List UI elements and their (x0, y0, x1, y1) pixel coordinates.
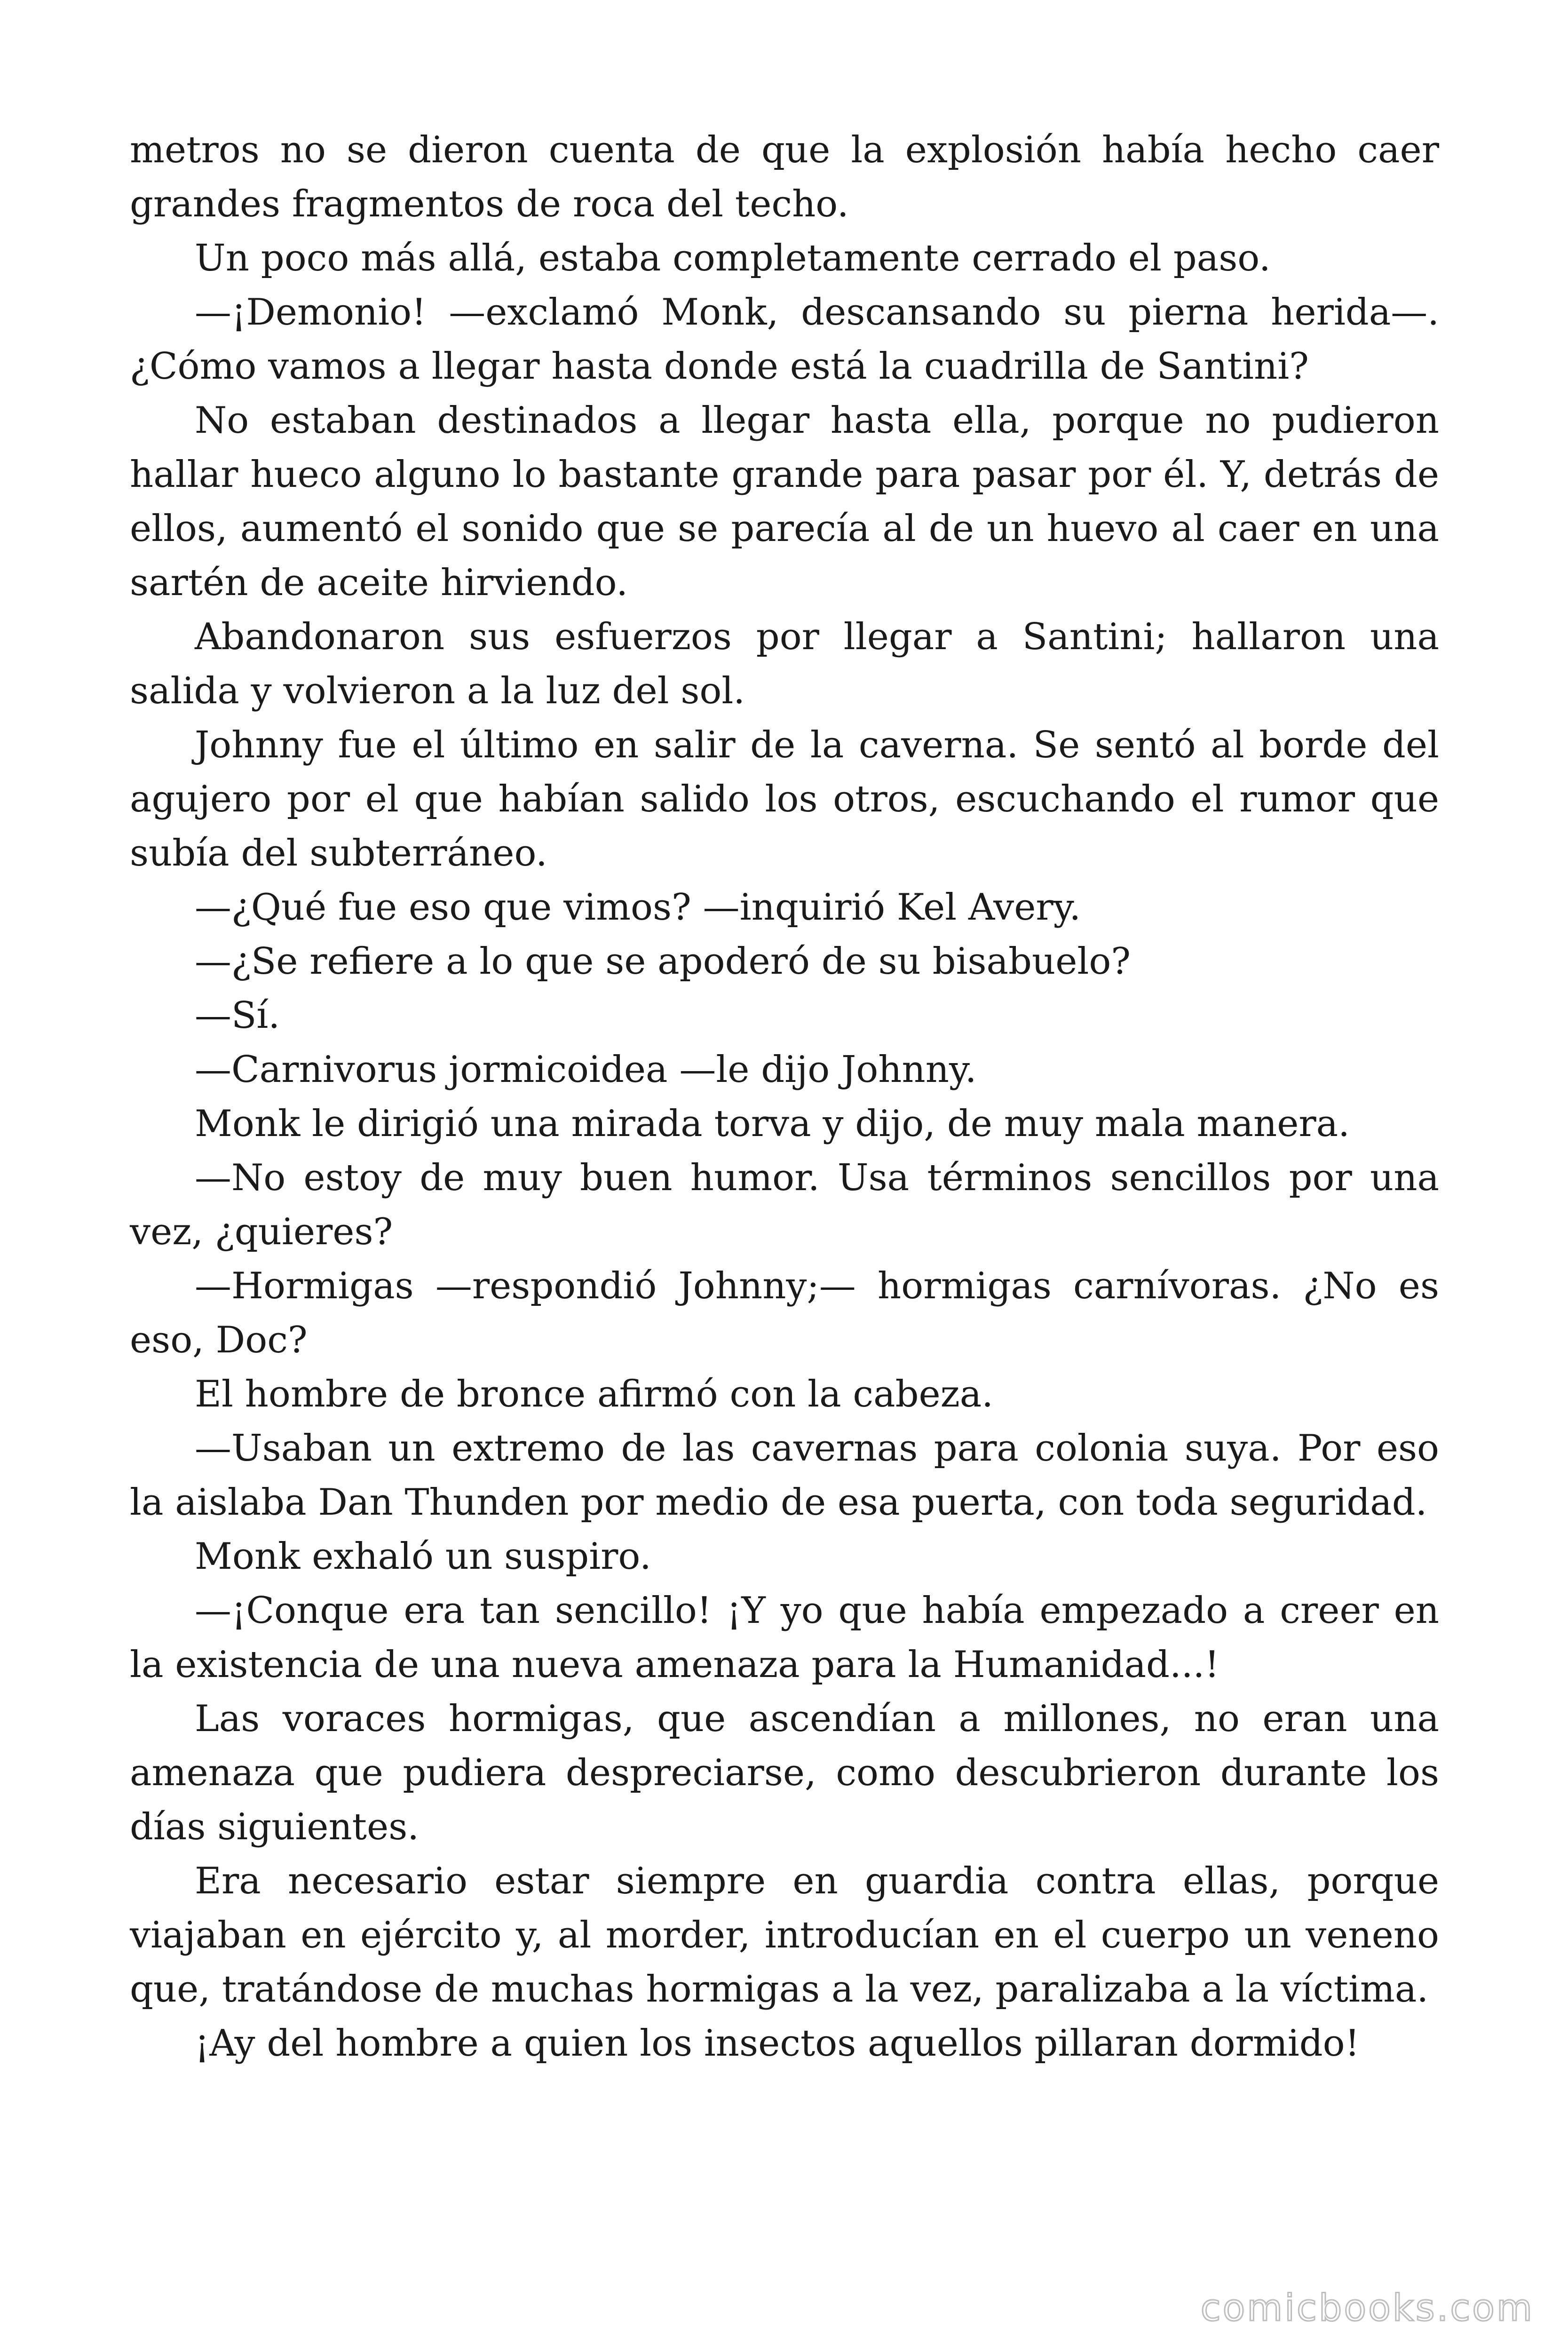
paragraph: —¡Conque era tan sencillo! ¡Y yo que había empezado a creer en la existencia de una nueva amenaza para la Humanidad...! (130, 1589, 1439, 1686)
paragraph: Era necesario estar siempre en guardia contra ellas, porque viajaban en ejército y, al morder, introducían en el cuerpo un veneno que, tratándose de muchas hormigas a la vez, paralizaba a la víctima. (130, 1860, 1439, 2010)
paragraph: —¿Qué fue eso que vimos? —inquirió Kel Avery. (195, 886, 1081, 929)
paragraph: —Sí. (195, 994, 280, 1037)
paragraph: Monk exhaló un suspiro. (195, 1535, 651, 1578)
paragraph: El hombre de bronce afirmó con la cabeza. (195, 1373, 994, 1415)
paragraph: —Usaban un extremo de las cavernas para colonia suya. Por eso la aislaba Dan Thunden por medio de esa puerta, con toda seguridad. (130, 1427, 1439, 1524)
paragraph: —Carnivorus jormicoidea —le dijo Johnny. (195, 1049, 977, 1091)
paragraph: —¿Se refiere a lo que se apoderó de su bisabuelo? (195, 940, 1131, 983)
paragraph: —¡Demonio! —exclamó Monk, descansando su pierna herida—. ¿Cómo vamos a llegar hasta donde está la cuadrilla de Santini? (130, 291, 1439, 388)
paragraph: metros no se dieron cuenta de que la explosión había hecho caer grandes fragmentos de roca del techo. (130, 129, 1439, 225)
body-text (130, 123, 1439, 2071)
paragraph: Un poco más allá, estaba completamente cerrado el paso. (195, 237, 1271, 279)
paragraph: No estaban destinados a llegar hasta ella, porque no pudieron hallar hueco alguno lo bastante grande para pasar por él. Y, detrás de ellos, aumentó el sonido que se parecía al de un huevo al caer en una sartén de aceite hirviendo. (130, 399, 1439, 604)
paragraph: —No estoy de muy buen humor. Usa términos sencillos por una vez, ¿quieres? (130, 1157, 1439, 1253)
paragraph: Monk le dirigió una mirada torva y dijo, de muy mala manera. (195, 1103, 1350, 1145)
watermark: comicbooks.com (1200, 2287, 1534, 2329)
paragraph: Abandonaron sus esfuerzos por llegar a Santini; hallaron una salida y volvieron a la luz del sol. (130, 616, 1439, 712)
paragraph: ¡Ay del hombre a quien los insectos aquellos pillaran dormido! (195, 2022, 1360, 2065)
paragraph: Las voraces hormigas, que ascendían a millones, no eran una amenaza que pudiera despreciarse, como descubrieron durante los días siguientes. (130, 1698, 1439, 1848)
paragraph: Johnny fue el último en salir de la caverna. Se sentó al borde del agujero por el que habían salido los otros, escuchando el rumor que subía del subterráneo. (130, 724, 1439, 874)
paragraph: —Hormigas —respondió Johnny;— hormigas carnívoras. ¿No es eso, Doc? (130, 1265, 1439, 1361)
